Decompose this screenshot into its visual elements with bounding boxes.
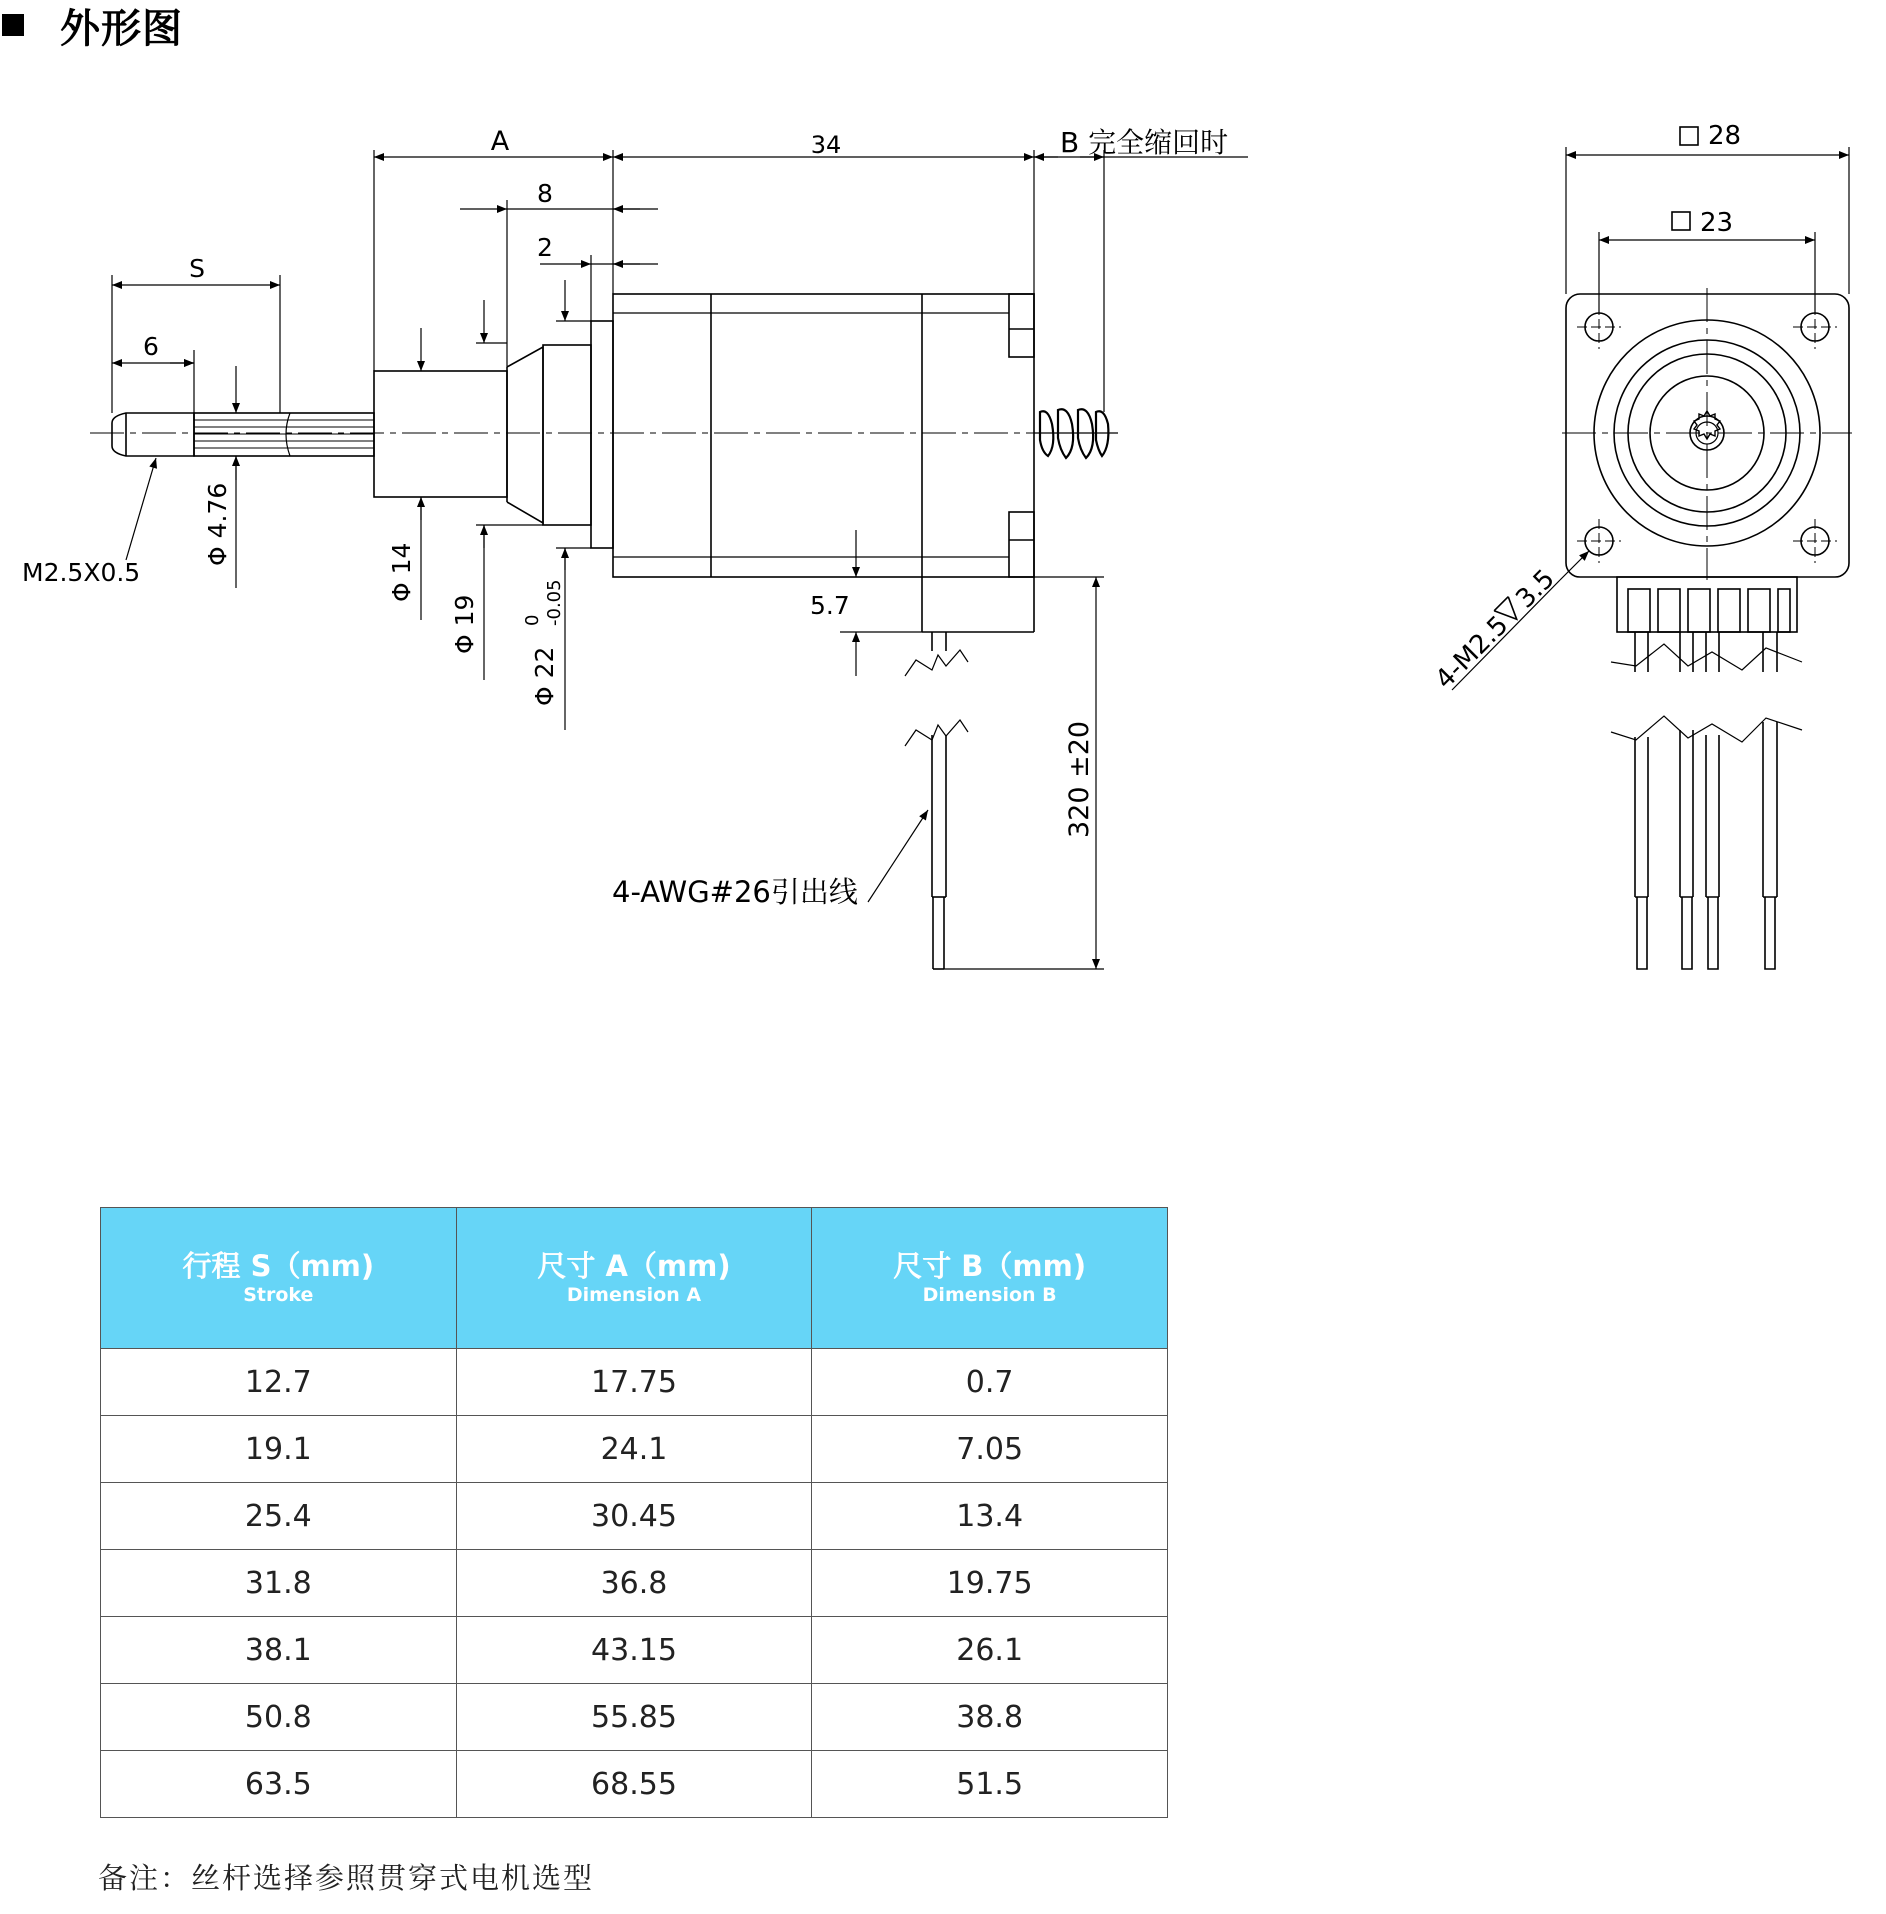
table-row xyxy=(101,1617,1168,1684)
header-zh: 尺寸 B（mm) xyxy=(893,1249,1087,1283)
table-cell: 63.5 xyxy=(101,1751,457,1818)
thread-label: M2.5X0.5 xyxy=(22,558,141,587)
table-cell: 68.55 xyxy=(456,1751,812,1818)
tol-lower-label: -0.05 xyxy=(544,579,565,626)
dim-34-label: 34 xyxy=(810,131,842,159)
page-title: 外形图 xyxy=(60,5,183,52)
dia-476-label: Φ 4.76 xyxy=(203,482,232,566)
square-symbol-23 xyxy=(1672,212,1690,230)
sq-28-label: 28 xyxy=(1708,121,1742,151)
dim-57-label: 5.7 xyxy=(810,591,850,620)
header-zh: 尺寸 A（mm) xyxy=(537,1249,731,1283)
dia-14-label: Φ 14 xyxy=(387,542,416,602)
table-cell: 38.1 xyxy=(101,1617,457,1684)
tol-upper-label: 0 xyxy=(522,614,543,626)
lead-length-label: 320 ±20 xyxy=(1064,720,1095,838)
sq-23-label: 23 xyxy=(1700,208,1734,238)
table-cell: 31.8 xyxy=(101,1550,457,1617)
mount-holes-note xyxy=(1430,564,1561,695)
table-header-row xyxy=(101,1208,1168,1349)
table-cell: 38.8 xyxy=(812,1684,1168,1751)
footnote: 备注：丝杆选择参照贯穿式电机选型 xyxy=(98,1861,595,1895)
dim-s-label: S xyxy=(189,254,205,283)
table-cell: 7.05 xyxy=(812,1416,1168,1483)
table-cell: 13.4 xyxy=(812,1483,1168,1550)
dim-a-label: A xyxy=(490,126,510,157)
wire-ends xyxy=(1635,897,1777,969)
table-row xyxy=(101,1483,1168,1550)
dim-6-label: 6 xyxy=(143,332,159,361)
front-view-labels xyxy=(1430,121,1741,695)
spline-lines xyxy=(194,420,374,448)
table-row xyxy=(101,1684,1168,1751)
table-cell: 30.45 xyxy=(456,1483,812,1550)
dim-b-label: B 完全缩回时 xyxy=(1060,126,1229,159)
table-row xyxy=(101,1416,1168,1483)
table-cell: 17.75 xyxy=(456,1349,812,1416)
table-cell: 19.1 xyxy=(101,1416,457,1483)
table-cell: 43.15 xyxy=(456,1617,812,1684)
table-cell: 26.1 xyxy=(812,1617,1168,1684)
header-zh: 行程 S（mm) xyxy=(182,1249,375,1283)
table-cell: 36.8 xyxy=(456,1550,812,1617)
front-view xyxy=(1452,147,1852,969)
rear-screw xyxy=(1034,409,1118,458)
table-row xyxy=(101,1550,1168,1617)
side-view-labels xyxy=(22,126,1228,909)
lead-wire xyxy=(905,632,968,969)
mount-holes-label: 4-M2.5 xyxy=(1429,610,1515,695)
square-symbol-28 xyxy=(1680,127,1698,145)
side-view xyxy=(90,150,1248,969)
header-en: Stroke xyxy=(243,1284,314,1306)
table-row xyxy=(101,1349,1168,1416)
table-cell: 51.5 xyxy=(812,1751,1168,1818)
header-stroke xyxy=(101,1208,457,1349)
table-row xyxy=(101,1751,1168,1818)
dimension-lines xyxy=(112,150,1248,969)
dia-19-label: Φ 19 xyxy=(450,594,479,654)
table-cell: 12.7 xyxy=(101,1349,457,1416)
header-dimension-a xyxy=(456,1208,812,1349)
spec-table xyxy=(100,1207,1168,1818)
header-en: Dimension B xyxy=(922,1284,1057,1306)
dim-8-label: 8 xyxy=(537,179,553,208)
lead-wire-label: 4-AWG#26引出线 xyxy=(612,875,858,909)
table-cell: 0.7 xyxy=(812,1349,1168,1416)
table-cell: 55.85 xyxy=(456,1684,812,1751)
table-cell: 19.75 xyxy=(812,1550,1168,1617)
header-dimension-b xyxy=(812,1208,1168,1349)
table-cell: 24.1 xyxy=(456,1416,812,1483)
dia-22-label: Φ 22 xyxy=(530,646,559,706)
header-en: Dimension A xyxy=(566,1284,702,1306)
table-cell: 25.4 xyxy=(101,1483,457,1550)
table-cell: 50.8 xyxy=(101,1684,457,1751)
dim-2-label: 2 xyxy=(537,233,553,262)
mount-depth-label: 3.5 xyxy=(1510,563,1561,615)
